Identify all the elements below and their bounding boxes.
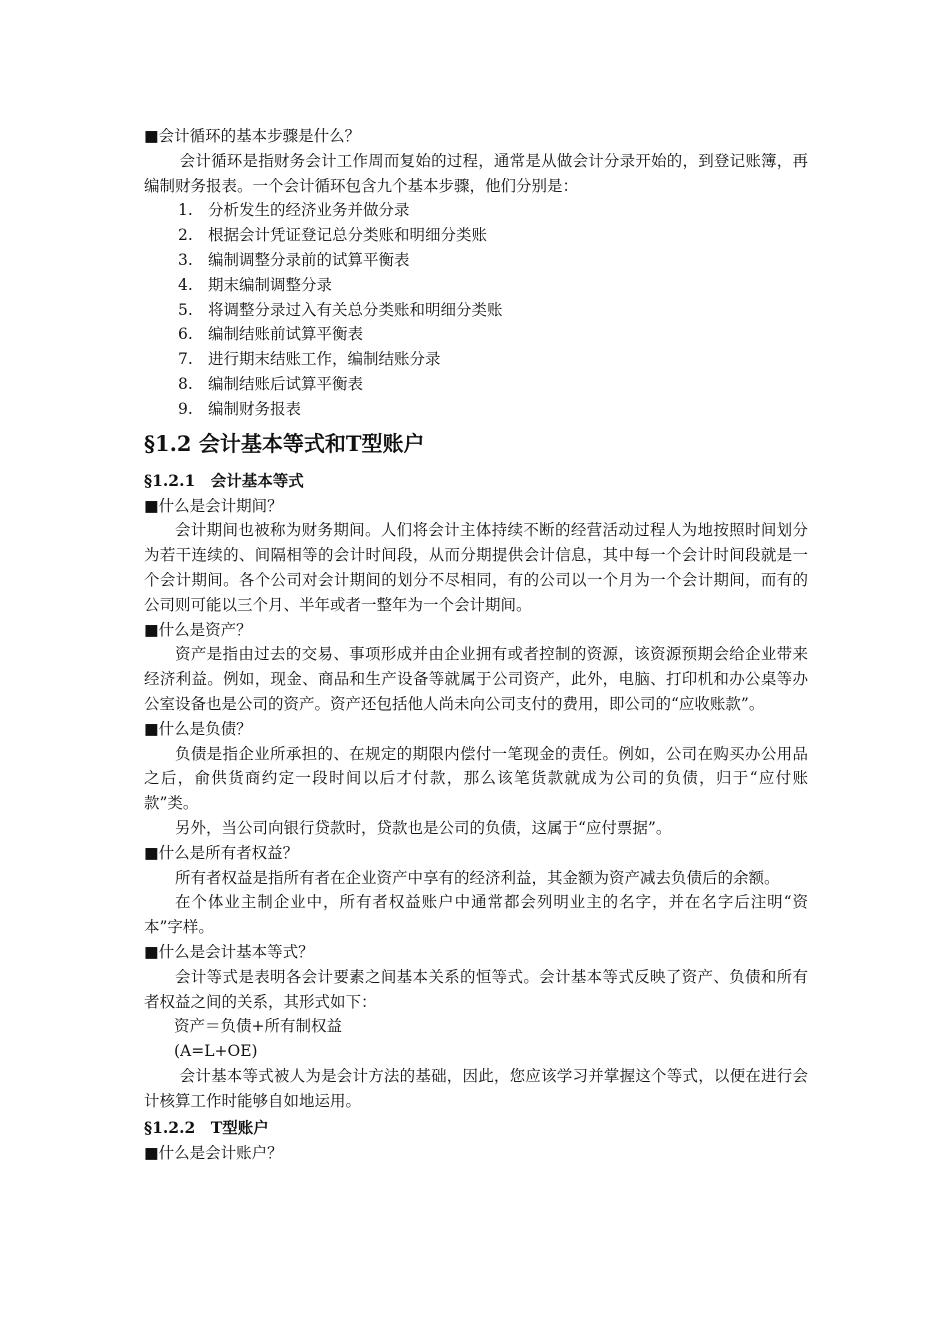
question-owners-equity: ■什么是所有者权益？ <box>144 843 299 862</box>
step-text: 进行期末结账工作，编制结账分录 <box>208 350 441 369</box>
step-text: 将调整分录过入有关总分类账和明细分类账 <box>208 300 503 319</box>
paragraph-accounting-equation: 会计等式是表明各会计要素之间基本关系的恒等式。会计基本等式反映了资产、负债和所有者权益之间的关系，其形式如下： <box>144 967 808 1011</box>
question-assets: ■什么是资产？ <box>144 620 252 639</box>
step-number: 3. <box>178 250 193 269</box>
paragraph-bank-loan: 另外，当公司向银行贷款时，贷款也是公司的负债，这属于“应付票据”。 <box>175 818 672 837</box>
equation-letters: (A=L+OE) <box>174 1042 258 1061</box>
step-number: 2. <box>178 226 193 245</box>
step-text: 分析发生的经济业务并做分录 <box>208 201 410 220</box>
question-liabilities: ■什么是负债？ <box>144 719 252 738</box>
question-accounting-account: ■什么是会计账户？ <box>144 1144 283 1163</box>
question-accounting-period: ■什么是会计期间？ <box>144 496 283 515</box>
step-number: 1. <box>178 201 193 220</box>
paragraph-accounting-period: 会计期间也被称为财务期间。人们将会计主体持续不断的经营活动过程人为地按照时间划分为若干连续的、间隔相等的会计时间段，从而分期提供会计信息，其中每一个会计时间段就是一个会计期间。各个公司对会计期间的划分不尽相同，有的公司以一个月为一个会计期间，而有的公司则可能以三个月、半年或者一整年为一个会计期间。 <box>144 521 808 614</box>
paragraph-liabilities: 负债是指企业所承担的、在规定的期限内偿付一笔现金的责任。例如，公司在购买办公用品之后，俞供货商约定一段时间以后才付款，那么该笔货款就成为公司的负债，归于“应付账款”类。 <box>144 744 808 813</box>
paragraph-accounting-cycle: 会计循环是指财务会计工作周而复始的过程，通常是从做会计分录开始的，到登记账簿，再编制财务报表。一个会计循环包含九个基本步骤，他们分别是： <box>144 151 808 195</box>
equation-chinese: 资产＝负债+所有制权益 <box>174 1017 342 1036</box>
paragraph-owners-equity: 所有者权益是指所有者在企业资产中享有的经济利益，其金额为资产减去负债后的余额。 <box>175 868 780 887</box>
document-page <box>144 124 808 1166</box>
step-text: 编制财务报表 <box>208 399 302 418</box>
section-heading-1-2: §1.2 会计基本等式和T型账户 <box>144 430 425 456</box>
step-number: 8. <box>178 374 193 393</box>
subsection-heading-1-2-2: §1.2.2 T型账户 <box>144 1118 269 1138</box>
paragraph-sole-proprietorship: 在个体业主制企业中，所有者权益账户中通常都会列明业主的名字，并在名字后注明“资本”字样。 <box>144 893 808 937</box>
subsection-heading-1-2-1: §1.2.1 会计基本等式 <box>144 470 304 490</box>
step-text: 编制结账前试算平衡表 <box>208 325 364 344</box>
steps-list <box>144 198 808 421</box>
step-item <box>144 298 808 323</box>
step-item <box>144 347 808 372</box>
question-accounting-cycle: ■会计循环的基本步骤是什么？ <box>144 127 361 145</box>
step-item <box>144 198 808 223</box>
paragraph-equation-basis: 会计基本等式被人为是会计方法的基础，因此，您应该学习并掌握这个等式，以便在进行会计核算工作时能够自如地运用。 <box>144 1066 808 1110</box>
step-text: 编制结账后试算平衡表 <box>208 374 364 393</box>
step-item <box>144 248 808 273</box>
step-item <box>144 223 808 248</box>
step-item <box>144 397 808 422</box>
step-text: 期末编制调整分录 <box>208 275 333 294</box>
paragraph-assets: 资产是指由过去的交易、事项形成并由企业拥有或者控制的资源，该资源预期会给企业带来经济利益。例如，现金、商品和生产设备等就属于公司资产，此外，电脑、打印机和办公桌等办公室设备也是公司的资产。资产还包括他人尚未向公司支付的费用，即公司的“应收账款”。 <box>144 645 808 713</box>
step-number: 4. <box>178 275 193 294</box>
question-accounting-equation: ■什么是会计基本等式？ <box>144 942 314 961</box>
step-number: 5. <box>178 300 193 319</box>
step-item <box>144 372 808 397</box>
step-number: 7. <box>178 350 193 369</box>
step-item <box>144 322 808 347</box>
step-item <box>144 273 808 298</box>
step-number: 9. <box>178 399 193 418</box>
step-text: 编制调整分录前的试算平衡表 <box>208 250 410 269</box>
step-text: 根据会计凭证登记总分类账和明细分类账 <box>208 226 488 245</box>
step-number: 6. <box>178 325 193 344</box>
